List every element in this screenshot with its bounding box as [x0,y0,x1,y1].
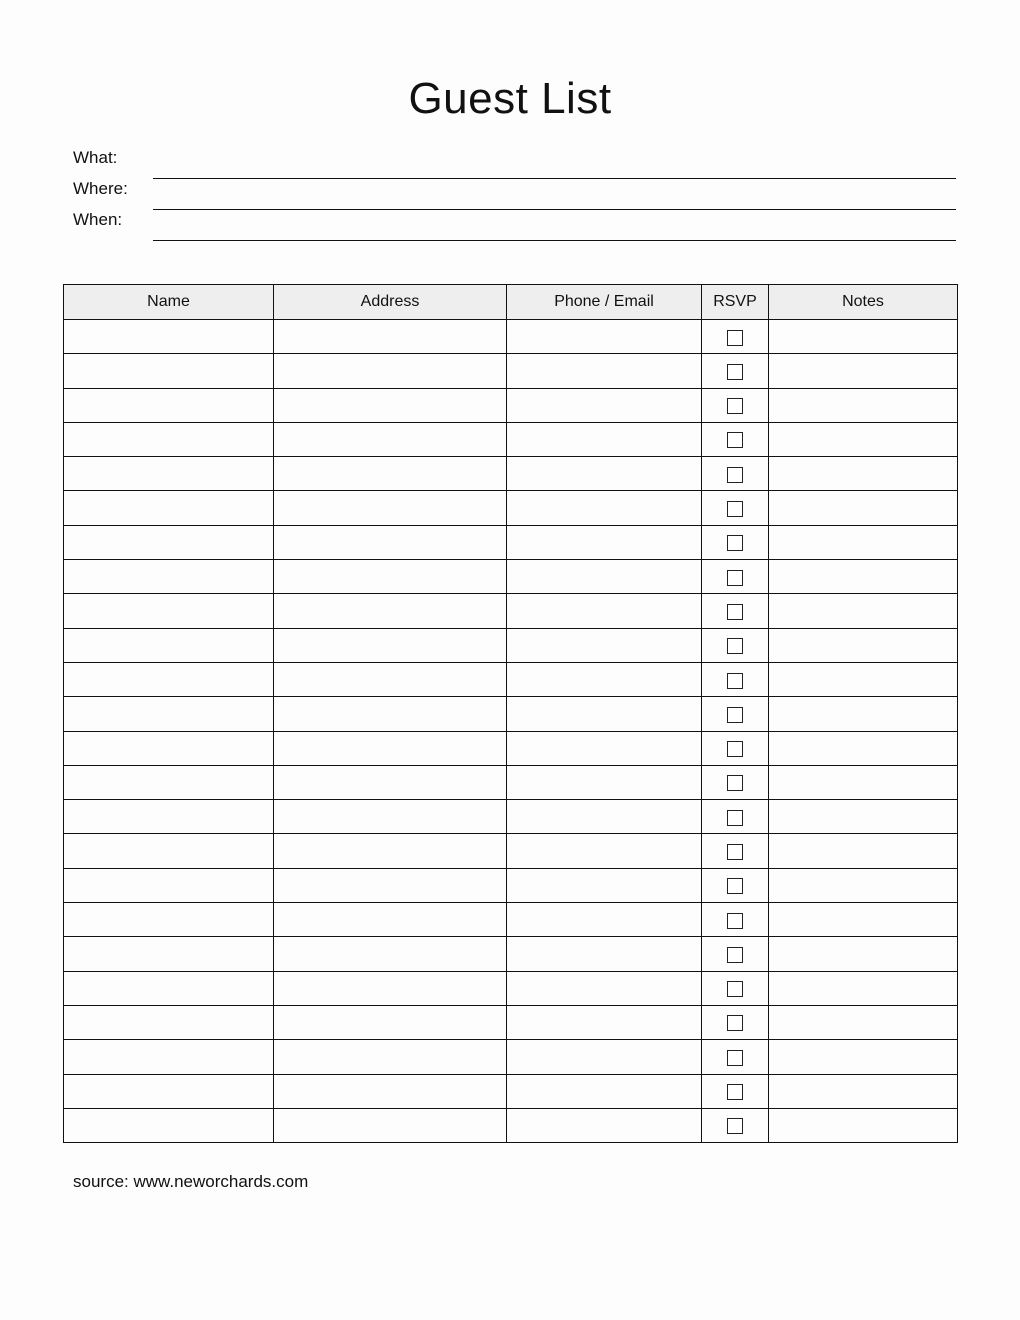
address-cell[interactable] [274,594,507,628]
rsvp-cell[interactable] [702,868,769,902]
guest-table [63,284,958,1143]
what-label: What: [73,148,118,167]
rsvp-checkbox-icon[interactable] [727,913,743,929]
notes-cell[interactable] [769,834,958,868]
address-cell[interactable] [274,525,507,559]
rsvp-cell[interactable] [702,491,769,525]
address-cell[interactable] [274,834,507,868]
table-row [64,697,958,731]
rsvp-cell[interactable] [702,662,769,696]
name-cell[interactable] [64,868,274,902]
rsvp-checkbox-icon[interactable] [727,467,743,483]
address-cell[interactable] [274,560,507,594]
name-cell[interactable] [64,765,274,799]
rsvp-checkbox-icon[interactable] [727,638,743,654]
table-row [64,594,958,628]
rsvp-cell[interactable] [702,800,769,834]
notes-cell[interactable] [769,868,958,902]
name-cell[interactable] [64,457,274,491]
rsvp-cell[interactable] [702,560,769,594]
notes-cell[interactable] [769,320,958,354]
table-row [64,1005,958,1039]
notes-cell[interactable] [769,525,958,559]
rsvp-cell[interactable] [702,765,769,799]
phone-email-cell[interactable] [507,320,702,354]
rsvp-cell[interactable] [702,834,769,868]
table-row [64,560,958,594]
notes-cell[interactable] [769,354,958,388]
table-header-row [64,285,958,320]
rsvp-cell[interactable] [702,971,769,1005]
address-cell[interactable] [274,628,507,662]
address-cell[interactable] [274,1108,507,1142]
notes-cell[interactable] [769,662,958,696]
phone-email-cell[interactable] [507,628,702,662]
address-cell[interactable] [274,457,507,491]
phone-email-cell[interactable] [507,594,702,628]
address-cell[interactable] [274,731,507,765]
table-row [64,320,958,354]
rsvp-cell[interactable] [702,594,769,628]
phone-email-cell[interactable] [507,971,702,1005]
phone-email-cell[interactable] [507,354,702,388]
phone-email-cell[interactable] [507,800,702,834]
address-cell[interactable] [274,1040,507,1074]
notes-cell[interactable] [769,560,958,594]
address-cell[interactable] [274,320,507,354]
address-cell[interactable] [274,1074,507,1108]
rsvp-cell[interactable] [702,1005,769,1039]
address-cell[interactable] [274,662,507,696]
when-input-line[interactable] [153,240,956,241]
rsvp-checkbox-icon[interactable] [727,432,743,448]
name-cell[interactable] [64,731,274,765]
where-label: Where: [73,179,128,198]
rsvp-checkbox-icon[interactable] [727,501,743,517]
rsvp-checkbox-icon[interactable] [727,1118,743,1134]
name-cell[interactable] [64,800,274,834]
table-row [64,1074,958,1108]
rsvp-cell[interactable] [702,388,769,422]
rsvp-cell[interactable] [702,937,769,971]
source-credit: source: www.neworchards.com [73,1172,309,1191]
address-cell[interactable] [274,868,507,902]
phone-email-cell[interactable] [507,457,702,491]
name-cell[interactable] [64,320,274,354]
column-header-rsvp: RSVP [702,285,769,320]
table-row [64,354,958,388]
address-cell[interactable] [274,1005,507,1039]
name-cell[interactable] [64,903,274,937]
name-cell[interactable] [64,354,274,388]
rsvp-checkbox-icon[interactable] [727,775,743,791]
name-cell[interactable] [64,560,274,594]
table-row [64,388,958,422]
table-row [64,457,958,491]
table-row [64,422,958,456]
phone-email-cell[interactable] [507,662,702,696]
name-cell[interactable] [64,1040,274,1074]
notes-cell[interactable] [769,1005,958,1039]
rsvp-cell[interactable] [702,320,769,354]
name-cell[interactable] [64,388,274,422]
guest-table-body [64,320,958,1143]
phone-email-cell[interactable] [507,834,702,868]
phone-email-cell[interactable] [507,765,702,799]
phone-email-cell[interactable] [507,1005,702,1039]
name-cell[interactable] [64,697,274,731]
rsvp-cell[interactable] [702,354,769,388]
name-cell[interactable] [64,937,274,971]
address-cell[interactable] [274,388,507,422]
table-row [64,628,958,662]
table-row [64,971,958,1005]
notes-cell[interactable] [769,594,958,628]
table-row [64,731,958,765]
notes-cell[interactable] [769,1108,958,1142]
column-header-address: Address [274,285,507,320]
rsvp-checkbox-icon[interactable] [727,981,743,997]
table-row [64,491,958,525]
notes-cell[interactable] [769,731,958,765]
name-cell[interactable] [64,491,274,525]
name-cell[interactable] [64,594,274,628]
table-row [64,525,958,559]
rsvp-checkbox-icon[interactable] [727,570,743,586]
rsvp-checkbox-icon[interactable] [727,947,743,963]
phone-email-cell[interactable] [507,422,702,456]
table-row [64,1040,958,1074]
phone-email-cell[interactable] [507,937,702,971]
rsvp-cell[interactable] [702,731,769,765]
column-header-notes: Notes [769,285,958,320]
table-row [64,937,958,971]
notes-cell[interactable] [769,457,958,491]
table-row [64,800,958,834]
page-title: Guest List [408,74,612,123]
rsvp-cell[interactable] [702,1108,769,1142]
notes-cell[interactable] [769,765,958,799]
rsvp-cell[interactable] [702,697,769,731]
rsvp-checkbox-icon[interactable] [727,364,743,380]
phone-email-cell[interactable] [507,1074,702,1108]
table-row [64,834,958,868]
rsvp-checkbox-icon[interactable] [727,535,743,551]
table-row [64,662,958,696]
name-cell[interactable] [64,971,274,1005]
notes-cell[interactable] [769,800,958,834]
notes-cell[interactable] [769,697,958,731]
notes-cell[interactable] [769,491,958,525]
address-cell[interactable] [274,491,507,525]
notes-cell[interactable] [769,1074,958,1108]
table-row [64,1108,958,1142]
table-row [64,765,958,799]
notes-cell[interactable] [769,903,958,937]
name-cell[interactable] [64,525,274,559]
rsvp-checkbox-icon[interactable] [727,1015,743,1031]
when-field[interactable] [73,210,956,241]
rsvp-checkbox-icon[interactable] [727,844,743,860]
notes-cell[interactable] [769,971,958,1005]
name-cell[interactable] [64,1074,274,1108]
address-cell[interactable] [274,903,507,937]
name-cell[interactable] [64,1108,274,1142]
address-cell[interactable] [274,800,507,834]
notes-cell[interactable] [769,937,958,971]
rsvp-checkbox-icon[interactable] [727,810,743,826]
column-header-name: Name [64,285,274,320]
rsvp-checkbox-icon[interactable] [727,1084,743,1100]
rsvp-checkbox-icon[interactable] [727,707,743,723]
address-cell[interactable] [274,354,507,388]
name-cell[interactable] [64,422,274,456]
phone-email-cell[interactable] [507,903,702,937]
address-cell[interactable] [274,765,507,799]
phone-email-cell[interactable] [507,868,702,902]
rsvp-checkbox-icon[interactable] [727,330,743,346]
phone-email-cell[interactable] [507,731,702,765]
rsvp-checkbox-icon[interactable] [727,1050,743,1066]
notes-cell[interactable] [769,388,958,422]
phone-email-cell[interactable] [507,388,702,422]
rsvp-checkbox-icon[interactable] [727,673,743,689]
phone-email-cell[interactable] [507,1040,702,1074]
address-cell[interactable] [274,937,507,971]
notes-cell[interactable] [769,422,958,456]
phone-email-cell[interactable] [507,697,702,731]
rsvp-cell[interactable] [702,1074,769,1108]
when-label: When: [73,210,123,229]
rsvp-cell[interactable] [702,1040,769,1074]
phone-email-cell[interactable] [507,560,702,594]
rsvp-checkbox-icon[interactable] [727,398,743,414]
where-field[interactable] [73,179,956,210]
rsvp-cell[interactable] [702,457,769,491]
name-cell[interactable] [64,662,274,696]
rsvp-checkbox-icon[interactable] [727,878,743,894]
address-cell[interactable] [274,697,507,731]
address-cell[interactable] [274,971,507,1005]
notes-cell[interactable] [769,1040,958,1074]
rsvp-cell[interactable] [702,628,769,662]
phone-email-cell[interactable] [507,1108,702,1142]
table-row [64,868,958,902]
address-cell[interactable] [274,422,507,456]
rsvp-checkbox-icon[interactable] [727,741,743,757]
name-cell[interactable] [64,628,274,662]
table-row [64,903,958,937]
rsvp-cell[interactable] [702,903,769,937]
name-cell[interactable] [64,834,274,868]
what-field[interactable] [73,148,956,179]
name-cell[interactable] [64,1005,274,1039]
phone-email-cell[interactable] [507,491,702,525]
rsvp-checkbox-icon[interactable] [727,604,743,620]
phone-email-cell[interactable] [507,525,702,559]
column-header-phone-email: Phone / Email [507,285,702,320]
notes-cell[interactable] [769,628,958,662]
rsvp-cell[interactable] [702,422,769,456]
rsvp-cell[interactable] [702,525,769,559]
